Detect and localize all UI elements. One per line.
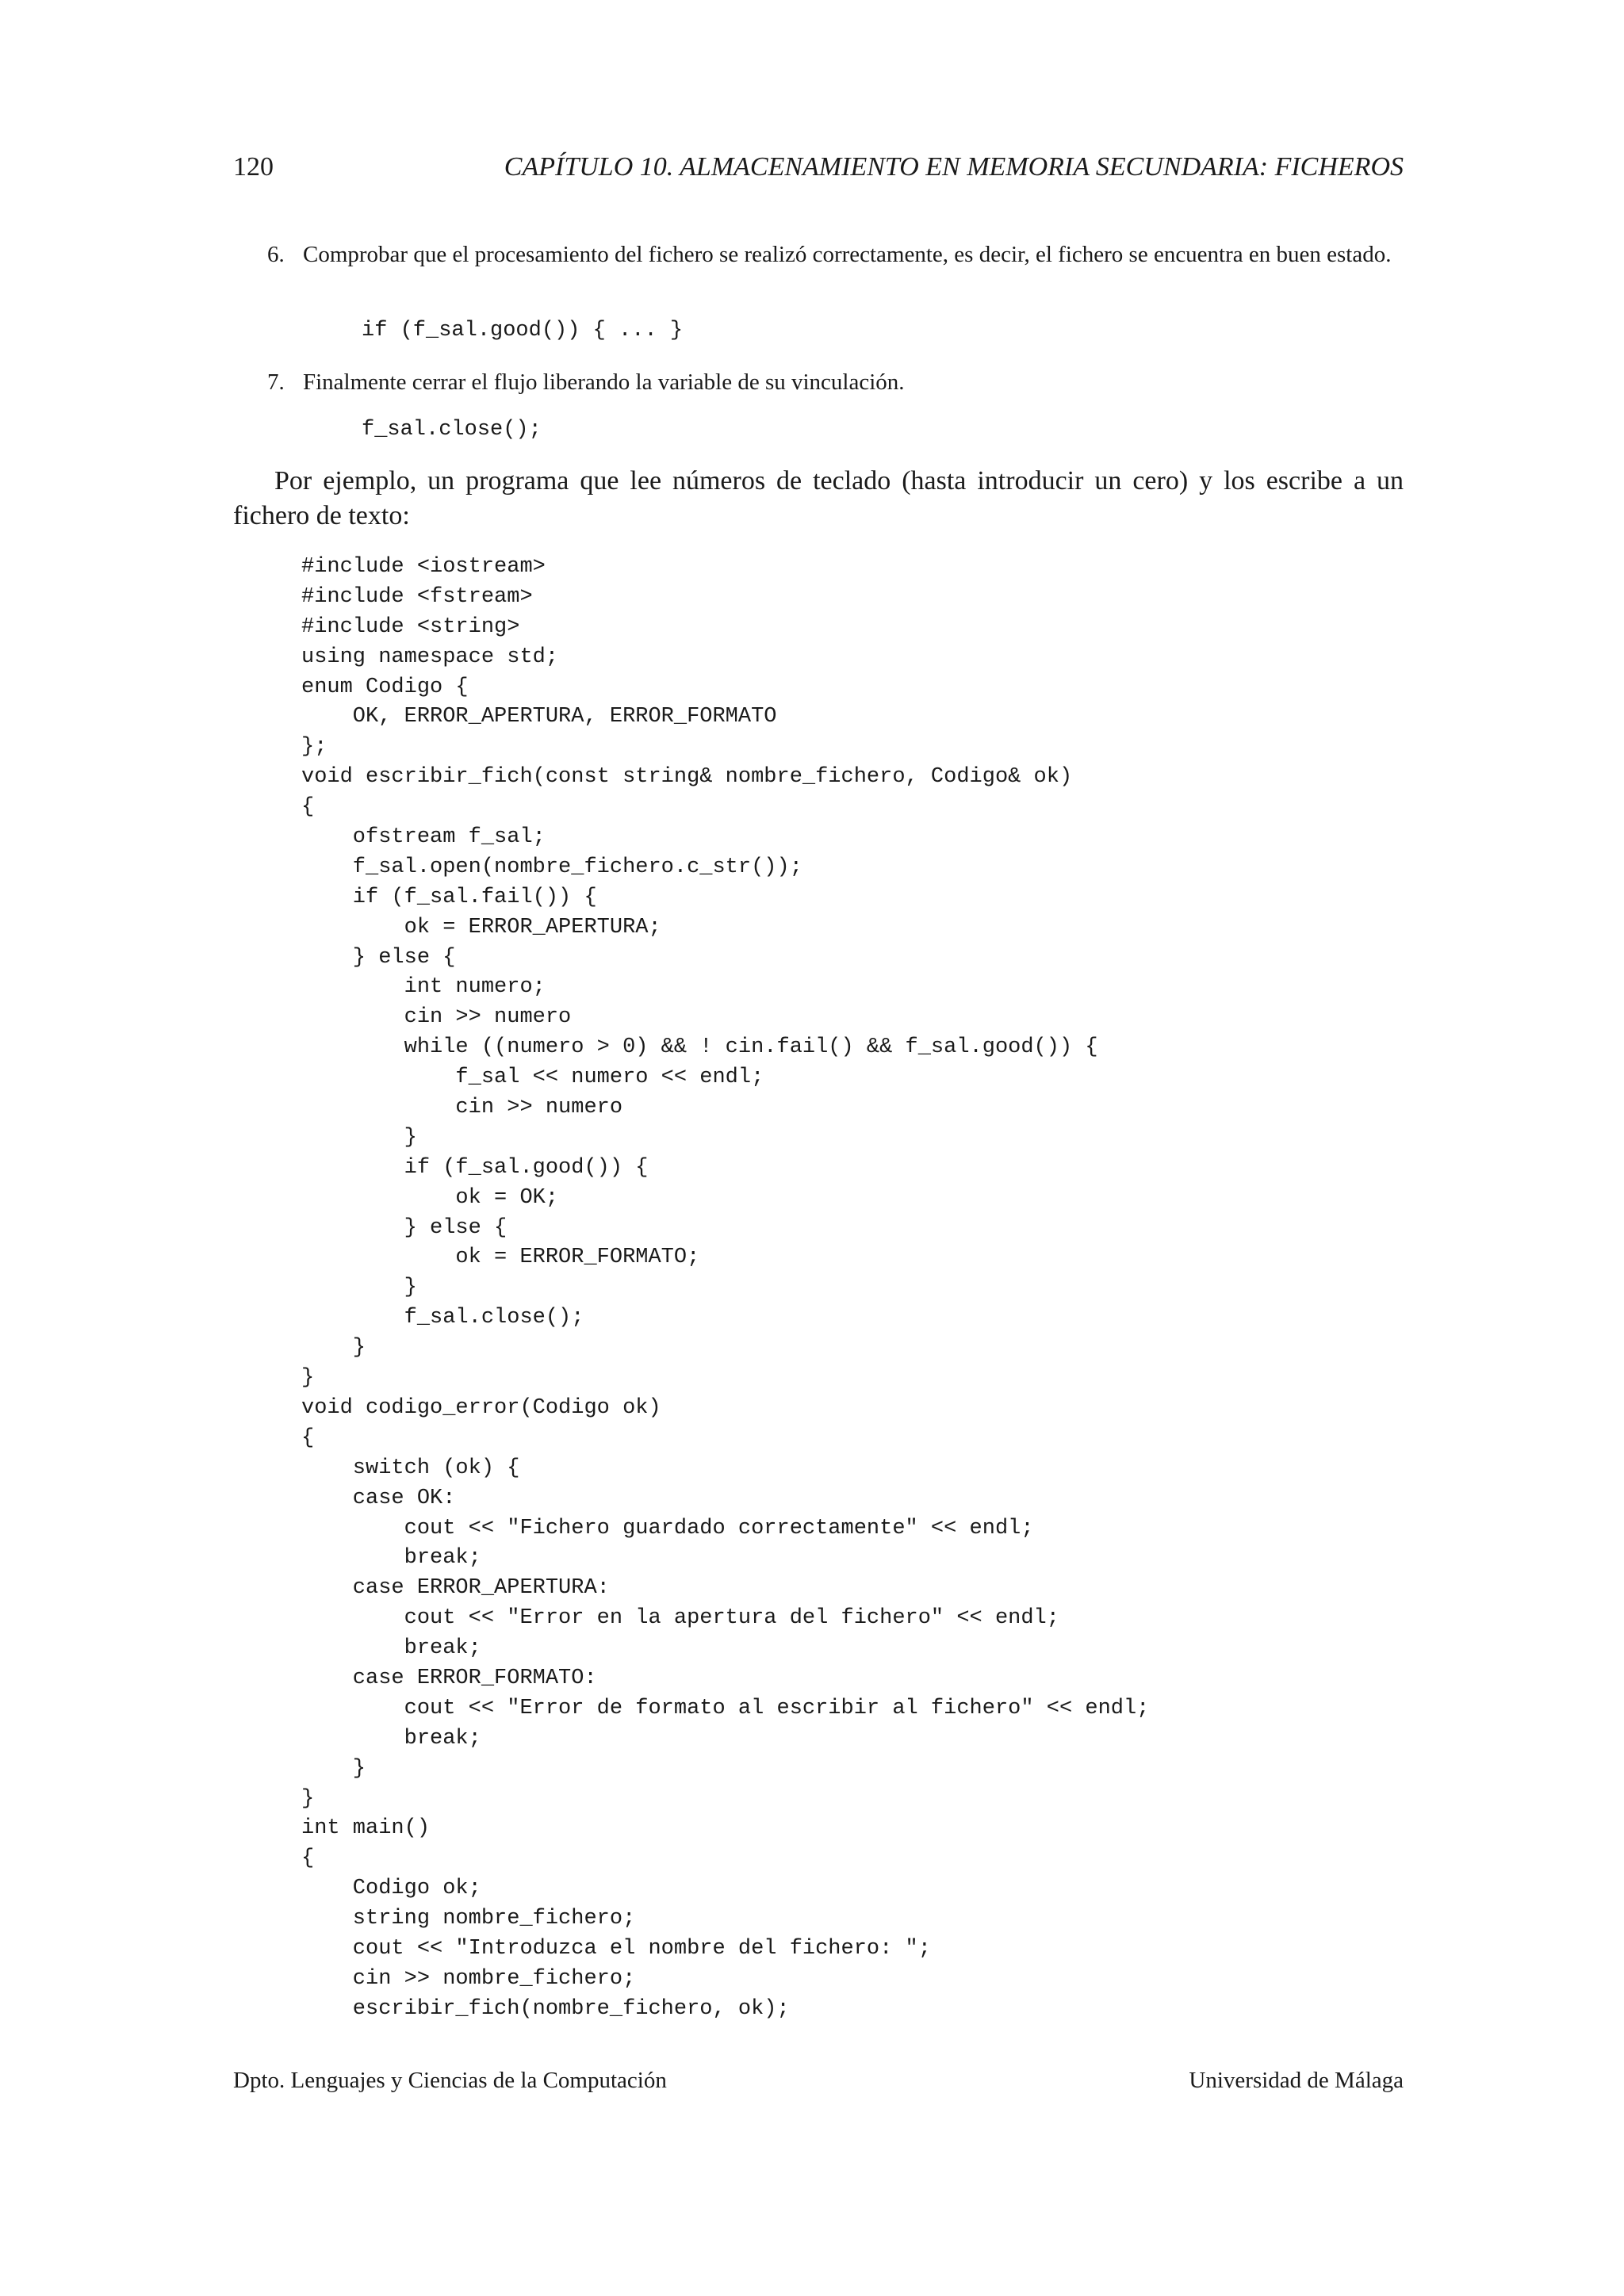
list-item-step-7 (267, 366, 1404, 398)
code-line: } else { (301, 1215, 508, 1240)
page-header (233, 152, 1404, 192)
code-line: while ((numero > 0) && ! cin.fail() && f_sal.good()) { (301, 1035, 1098, 1060)
code-line: ok = OK; (301, 1185, 559, 1210)
step-7-code: f_sal.close(); (362, 418, 542, 442)
code-line: using namespace std; (301, 645, 559, 669)
code-line: { (301, 1846, 315, 1871)
intro-paragraph: Por ejemplo, un programa que lee números de teclado (hasta introducir un cero) y los escribe a un fichero de texto: (233, 466, 1404, 530)
code-line: Codigo ok; (301, 1877, 481, 1901)
code-line: case OK: (301, 1486, 456, 1510)
code-line: } (301, 1336, 366, 1360)
list-item-text: Comprobar que el procesamiento del fichero se realizó correctamente, es decir, el fichero se encuentra en buen estado. (303, 242, 1392, 267)
footer-department: Dpto. Lenguajes y Ciencias de la Computación (233, 2068, 667, 2093)
code-line: if (f_sal.fail()) { (301, 885, 597, 909)
code-line: escribir_fich(nombre_fichero, ok); (301, 1996, 790, 2021)
code-line: if (f_sal.good()) { (301, 1155, 649, 1180)
code-listing (301, 553, 1149, 2025)
code-line: { (301, 795, 315, 820)
footer-university: Universidad de Málaga (1189, 2068, 1404, 2093)
code-line: break; (301, 1546, 481, 1571)
code-line: } (301, 1366, 315, 1391)
running-head: CAPÍTULO 10. ALMACENAMIENTO EN MEMORIA SECUNDARIA: FICHEROS (504, 152, 1404, 182)
code-line: case ERROR_FORMATO: (301, 1666, 597, 1690)
code-line: break; (301, 1636, 481, 1661)
list-item-step-6 (267, 239, 1404, 270)
code-line: cout << "Introduzca el nombre del fichero: "; (301, 1936, 931, 1961)
code-line: } else { (301, 945, 456, 970)
list-item-text: Finalmente cerrar el flujo liberando la variable de su vinculación. (303, 369, 905, 395)
code-line: } (301, 1125, 417, 1150)
code-line: case ERROR_APERTURA: (301, 1576, 610, 1601)
code-line: void codigo_error(Codigo ok) (301, 1395, 661, 1420)
code-line: break; (301, 1726, 481, 1751)
code-line: #include <fstream> (301, 584, 533, 609)
list-item-number: 6. (267, 242, 285, 267)
code-line: } (301, 1756, 366, 1781)
code-line: f_sal << numero << endl; (301, 1066, 764, 1090)
code-line: { (301, 1425, 315, 1450)
code-line: int numero; (301, 975, 546, 1000)
code-line: OK, ERROR_APERTURA, ERROR_FORMATO (301, 705, 777, 729)
code-line: } (301, 1276, 417, 1300)
code-line: }; (301, 735, 327, 760)
code-line: void escribir_fich(const string& nombre_fichero, Codigo& ok) (301, 765, 1073, 790)
code-line: #include <string> (301, 614, 520, 639)
page-number: 120 (233, 152, 274, 182)
code-line: cin >> nombre_fichero; (301, 1966, 636, 1991)
code-line: #include <iostream> (301, 555, 546, 579)
code-line: cout << "Fichero guardado correctamente" << endl; (301, 1516, 1034, 1540)
code-line: } (301, 1786, 315, 1811)
code-line: int main() (301, 1816, 431, 1841)
code-line: f_sal.open(nombre_fichero.c_str()); (301, 855, 802, 879)
code-line: string nombre_fichero; (301, 1907, 636, 1931)
code-line: f_sal.close(); (301, 1306, 584, 1330)
list-item-number: 7. (267, 369, 285, 395)
code-line: ok = ERROR_APERTURA; (301, 915, 661, 939)
code-line: ofstream f_sal; (301, 825, 546, 850)
step-6-code: if (f_sal.good()) { ... } (362, 319, 684, 342)
code-line: ok = ERROR_FORMATO; (301, 1246, 700, 1270)
code-line: switch (ok) { (301, 1456, 520, 1480)
code-line: cout << "Error en la apertura del fichero" << endl; (301, 1606, 1059, 1631)
code-line: cout << "Error de formato al escribir al fichero" << endl; (301, 1696, 1150, 1720)
code-line: enum Codigo { (301, 675, 469, 699)
code-line: cin >> numero (301, 1096, 623, 1120)
code-line: cin >> numero (301, 1005, 572, 1030)
